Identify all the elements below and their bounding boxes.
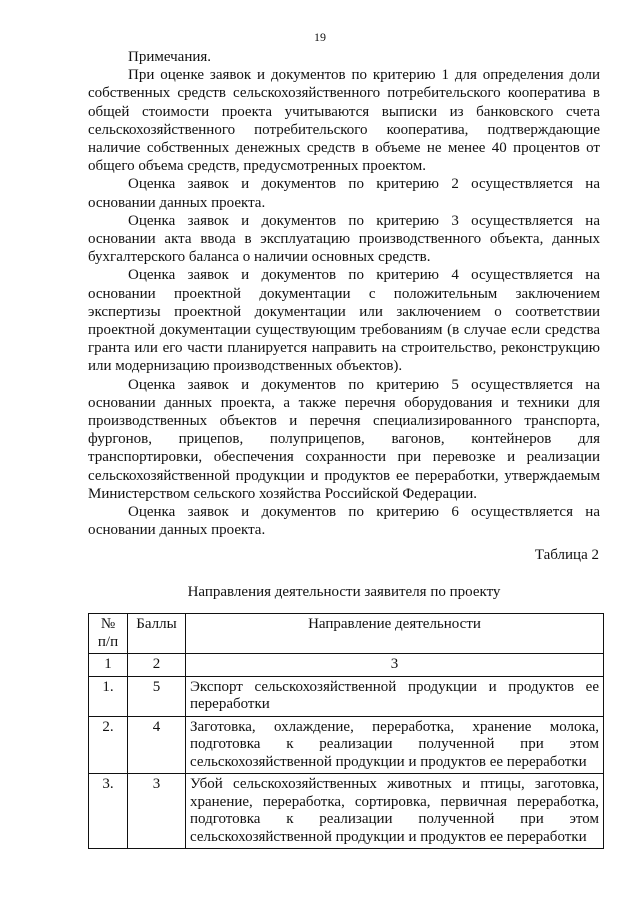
table-header-row (89, 614, 604, 654)
column-number: 3 (186, 654, 604, 677)
table-row (89, 676, 604, 716)
row-score: 4 (128, 716, 186, 774)
row-score: 5 (128, 676, 186, 716)
note-paragraph-6: Оценка заявок и документов по критерию 6 осуществляется на основании данных проекта. (88, 504, 600, 539)
column-number: 1 (89, 654, 128, 677)
row-score: 3 (128, 774, 186, 849)
notes-heading: Примечания. (128, 49, 212, 65)
note-paragraph-5: Оценка заявок и документов по критерию 5 осуществляется на основании данных проекта, а также перечня оборудования и техники для производственных объектов и перечня специализированного транспорта, фургонов, прицепов, полуприцепов, вагонов, контейнеров для транспортировки, обеспечения сохранности при перевозке и реализации сельскохозяйственной продукции и продуктов ее переработки, утверждаемым Министерством сельского хозяйства Российской Федерации. (88, 376, 600, 502)
row-direction: Экспорт сельскохозяйственной продукции и продуктов ее переработки (186, 676, 604, 716)
table-row (89, 716, 604, 774)
table-row (89, 774, 604, 849)
header-score: Баллы (128, 614, 186, 654)
table-title: Направления деятельности заявителя по проекту (187, 584, 501, 600)
row-number: 3. (89, 774, 128, 849)
note-paragraph-4: Оценка заявок и документов по критерию 4 осуществляется на основании проектной документации с положительным заключением экспертизы проектной документации или заключением о соответствии проектной документации существующим требованиям (в случае если средства гранта или его части планируется направить на строительство, реконструкцию или модернизацию производственных объектов). (88, 267, 600, 375)
activity-directions-table (88, 613, 604, 849)
row-direction: Заготовка, охлаждение, переработка, хранение молока, подготовка к реализации полученной при этом сельскохозяйственной продукции и продуктов ее переработки (186, 716, 604, 774)
note-paragraph-1: При оценке заявок и документов по критерию 1 для определения доли собственных средств сельскохозяйственного потребительского кооператива в общей стоимости проекта учитываются выписки из банковского счета сельскохозяйственного потребительского кооператива, подтверждающие наличие собственных денежных средств в объеме не менее 40 процентов от общего объема средств, предусмотренных проектом. (88, 67, 600, 175)
row-number: 2. (89, 716, 128, 774)
note-paragraph-3: Оценка заявок и документов по критерию 3 осуществляется на основании акта ввода в эксплуатацию производственного объекта, данных бухгалтерского баланса о наличии основных средств. (88, 212, 600, 266)
column-number: 2 (128, 654, 186, 677)
column-numbers-row (89, 654, 604, 677)
table-label: Таблица 2 (534, 547, 599, 563)
notes-section (88, 48, 600, 539)
header-number: № п/п (89, 614, 128, 654)
header-direction: Направление деятельности (186, 614, 604, 654)
note-paragraph-2: Оценка заявок и документов по критерию 2 осуществляется на основании данных проекта. (88, 176, 600, 211)
row-number: 1. (89, 676, 128, 716)
row-direction: Убой сельскохозяйственных животных и птицы, заготовка, хранение, переработка, сортировка, первичная переработка, подготовка к реализации полученной при этом сельскохозяйственной продукции и продуктов ее переработки (186, 774, 604, 849)
page-number: 19 (314, 30, 326, 44)
